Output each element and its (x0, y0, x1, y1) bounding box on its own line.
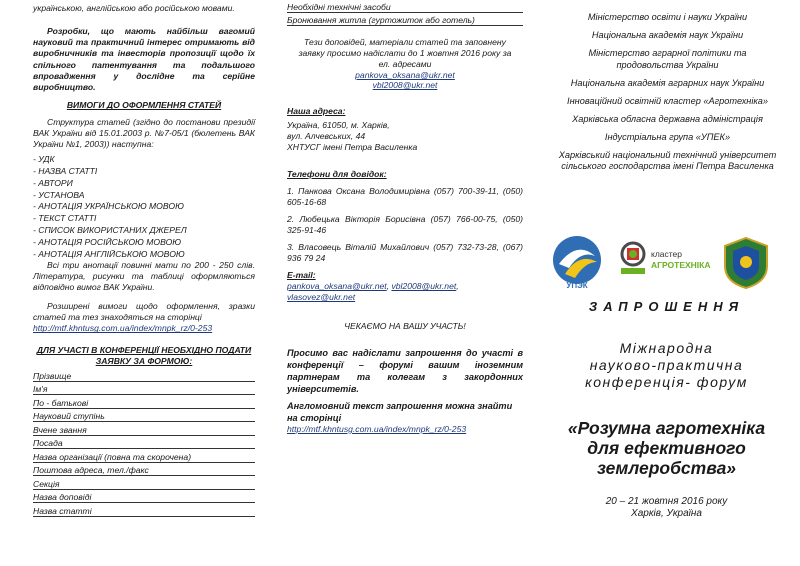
organizer-item: Міністерство аграрної політики та продовольства України (588, 48, 747, 70)
conference-theme (533, 418, 800, 478)
list-item: - ТЕКСТ СТАТТІ (33, 213, 97, 224)
form-field-academic-title[interactable]: Вчене звання (33, 423, 255, 437)
volume-note: Всі три анотації повинні мати по 200 - 250 слів. Література, рисунки та таблиці оформляються відповідно вимог ВАК України. (33, 260, 255, 293)
organizer-item: Національна академія аграрних наук України (570, 77, 765, 88)
conference-line: Міжнародна (619, 340, 714, 356)
extended-note: Розширені вимоги щодо оформлення, зразки статей та тез знаходяться на сторінці (33, 301, 255, 323)
form-field-name[interactable]: Ім'я (33, 383, 255, 397)
developers-note: Розробки, що мають найбільш вагомий науковий та практичний інтерес отримають від виробничників та інвесторів пропозиції щодо їх спільного патентування та подальшого впровадження у дослідне та серійне виробництво. (33, 26, 255, 93)
university-emblem (721, 236, 771, 290)
list-item: - УДК (33, 154, 55, 165)
intro-tail: українською, англійською або російською мовами. (33, 3, 235, 13)
extended-requirements-link[interactable]: http://mtf.khntusg.com.ua/index/mnpk_rz/0-253 (33, 323, 213, 334)
form-field-accommodation[interactable]: Бронювання житла (гуртожиток або готель) (287, 14, 523, 28)
cluster-gear-icon (617, 240, 649, 276)
conference-date-place (533, 496, 800, 520)
form-field-address[interactable]: Поштова адреса, тел./факс (33, 464, 255, 478)
conference-type (533, 340, 800, 391)
phone-entry: 3. Власовець Віталій Михайлович (057) 732-73-28, (067) 936 79 24 (287, 242, 523, 263)
address-line: ХНТУСГ імені Петра Василенка (287, 142, 418, 152)
address-line: Україна, 61050, м. Харків, (287, 120, 390, 130)
form-heading: ДЛЯ УЧАСТІ В КОНФЕРЕНЦІЇ НЕОБХІДНО ПОДАТИ ЗАЯВКУ ЗА ФОРМОЮ: (36, 345, 252, 367)
column-left (0, 0, 267, 566)
column-right (533, 0, 800, 566)
organizer-item: Харківський національний технічний університет сільського господарства імені Петра Василенка (558, 149, 777, 171)
organizers-list (543, 12, 792, 173)
list-item: - АВТОРИ (33, 177, 73, 188)
conference-place: Харків, Україна (631, 508, 702, 519)
list-item: - АНОТАЦІЯ РОСІЙСЬКОЮ МОВОЮ (33, 236, 182, 247)
form-field-patronymic[interactable]: По - батькові (33, 396, 255, 410)
english-text-link[interactable]: http://mtf.khntusg.com.ua/index/mnpk_rz/0-253 (287, 424, 467, 434)
form-field-degree[interactable]: Науковий ступінь (33, 410, 255, 424)
list-item: - АНОТАЦІЯ УКРАЇНСЬКОЮ МОВОЮ (33, 201, 184, 212)
conference-line: науково-практична (589, 357, 744, 373)
address-heading: Наша адреса: (287, 106, 346, 116)
email-link-vbl[interactable]: vbl2008@ukr.net (372, 80, 438, 90)
conference-line: конференція- форум (585, 374, 748, 390)
theme-line: для ефективного (587, 438, 746, 458)
email-list: pankova_oksana@ukr.net, vbl2008@ukr.net, (287, 281, 459, 291)
thesis-note: Тези доповідей, матеріали статей та заповнену заявку просимо надіслати до 1 жовтня 2016 року за ел. адресами (298, 37, 512, 69)
form-field-equipment[interactable]: Необхідні технічні засоби (287, 0, 523, 14)
form-field-report-title[interactable]: Назва доповіді (33, 491, 255, 505)
form-field-surname[interactable]: Прізвище (33, 369, 255, 383)
awaiting-text: ЧЕКАЄМО НА ВАШУ УЧАСТЬ! (344, 321, 466, 331)
requirements-heading: ВИМОГИ ДО ОФОРМЛЕННЯ СТАТЕЙ (66, 100, 222, 111)
organizer-item: Національна академія наук України (591, 30, 744, 40)
english-note: Англомовний текст запрошення можна знайти на сторінці (287, 401, 513, 423)
column-middle (267, 0, 533, 566)
structure-list (33, 154, 255, 260)
list-item: - УСТАНОВА (33, 189, 85, 200)
phones-heading: Телефони для довідок: (287, 169, 387, 179)
university-shield-icon (721, 236, 771, 290)
organizer-item: Інноваційний освітній кластер «Агротехніка» (567, 95, 768, 106)
email-link[interactable]: pankova_oksana@ukr.net (287, 281, 387, 291)
email-link[interactable]: vlasovez@ukr.net (287, 292, 356, 302)
list-item: - АНОТАЦІЯ АНГЛІЙСЬКОЮ МОВОЮ (33, 248, 185, 259)
phone-entry: 1. Панкова Оксана Володимирівна (057) 700-39-11, (050) 605-16-68 (287, 186, 523, 207)
organizer-item: Міністерство освіти і науки України (587, 12, 748, 22)
theme-line: землеробства» (596, 458, 737, 478)
theme-line: «Розумна агротехніка (567, 418, 766, 438)
conference-date: 20 – 21 жовтня 2016 року (605, 496, 728, 507)
form-field-position[interactable]: Посада (33, 437, 255, 451)
form-field-section[interactable]: Секція (33, 477, 255, 491)
email-link-pankova[interactable]: pankova_oksana@ukr.net (355, 70, 455, 80)
application-form (33, 369, 255, 518)
list-item: - СПИСОК ВИКОРИСТАНИХ ДЖЕРЕЛ (33, 225, 187, 235)
agrotechnika-cluster-logo: кластер АГРОТЕХНІКА (617, 240, 713, 280)
invitation-title: ЗАПРОШЕННЯ (588, 299, 745, 314)
structure-text: Структура статей (згідно до постанови президії ВАК України від 15.01.2003 р. №7-05/1 (бюлетень ВАК України №1, 2003)) наступна: (33, 117, 255, 150)
email-heading: E-mail: (287, 270, 316, 280)
email-link[interactable]: vbl2008@ukr.net (391, 281, 457, 291)
organizer-item: Харківська обласна державна адміністрація (572, 113, 763, 124)
invite-request: Просимо вас надіслати запрошення до участі в конференції – форумі вашим іноземним партнерам та колегам з закордонних університетів. (287, 348, 523, 394)
upek-logo: УПЭК (547, 234, 607, 294)
address-line: вул. Алчевських, 44 (287, 131, 366, 141)
form-field-organization[interactable]: Назва організації (повна та скорочена) (33, 450, 255, 464)
phone-entry: 2. Любецька Вікторія Борисівна (057) 766-00-75, (050) 325-91-46 (287, 214, 523, 235)
form-field-article-title[interactable]: Назва статті (33, 504, 255, 518)
organizer-item: Індустріальна група «УПЕК» (604, 131, 731, 142)
list-item: - НАЗВА СТАТТІ (33, 166, 98, 177)
